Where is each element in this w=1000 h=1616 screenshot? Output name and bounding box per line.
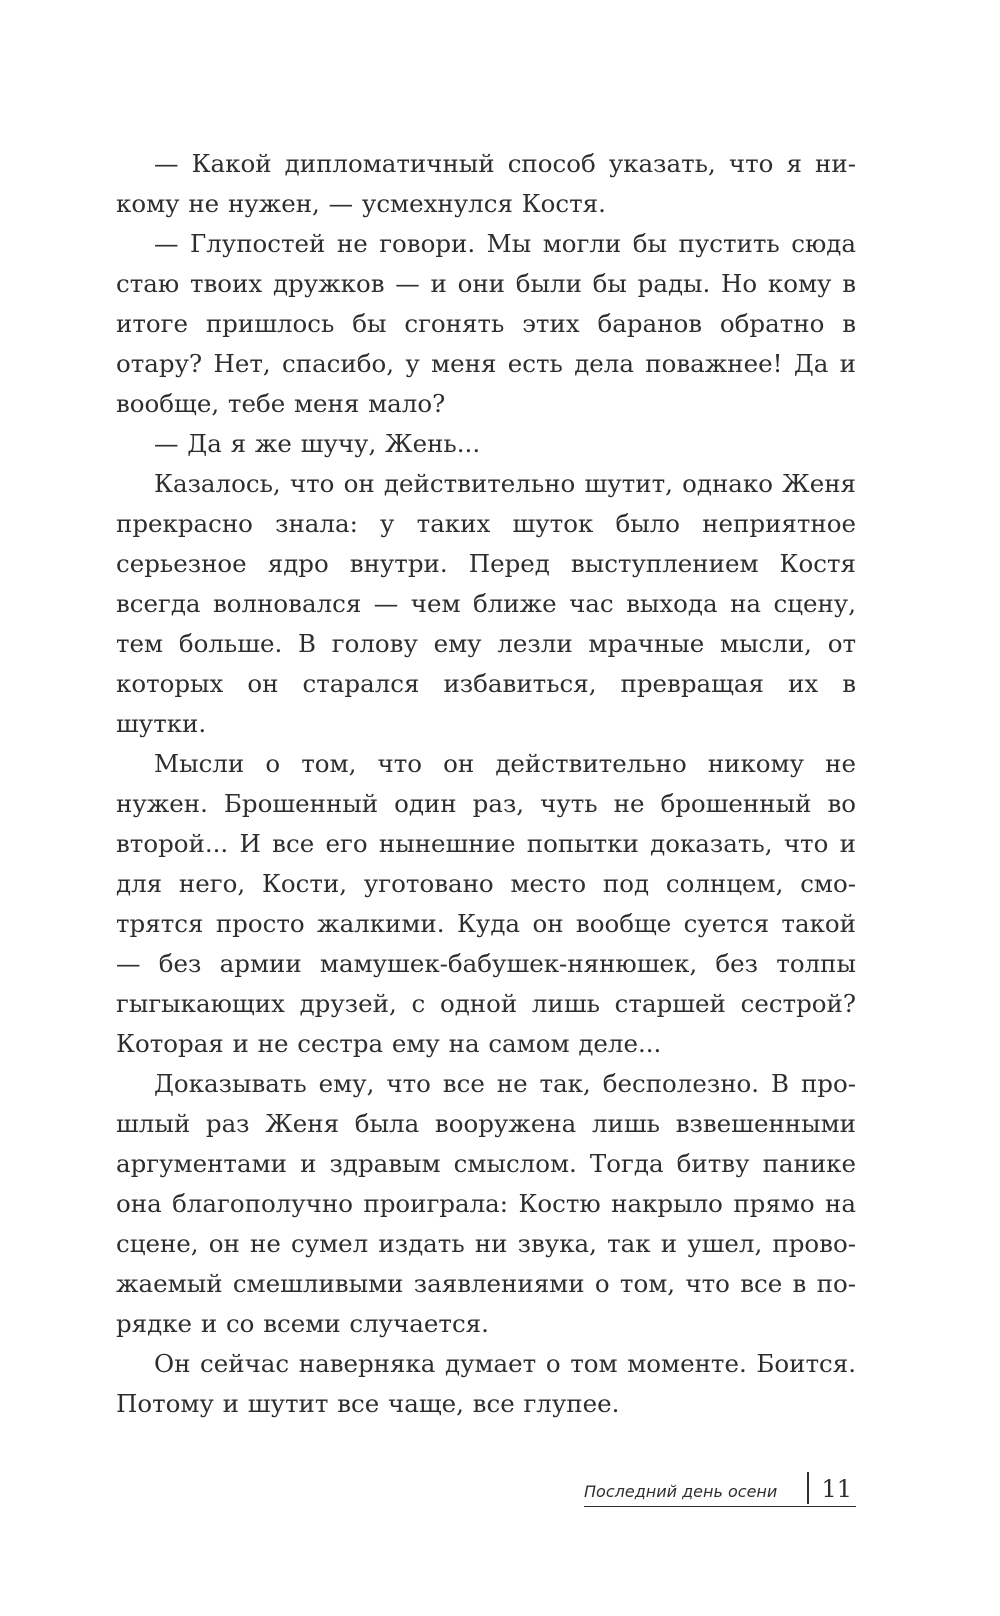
footer-divider: [807, 1472, 809, 1504]
running-title: Последний день осени: [584, 1481, 778, 1501]
paragraph-7: Он сейчас наверняка думает о том моменте. Боится. Потому и шутит все чаще, все глупее.: [116, 1349, 856, 1418]
paragraph-2: — Глупостей не говори. Мы могли бы пустить сюда стаю твоих дружков — и они были бы рады. Но кому в итоге пришлось бы сгонять этих баранов обратно в отару? Нет, спасибо, у меня есть дела поважнее! Да и вообще, тебе меня мало?: [116, 229, 856, 418]
paragraph-6: Доказывать ему, что все не так, бесполезно. В прошлый раз Женя была вооружена лишь взвешенными аргументами и здравым смыслом. Тогда битву панике она благополучно проиграла: Костю накрыло прямо на сцене, он не сумел издать ни звука, так и ушел, провожаемый смешливыми заявлениями о том, что все в порядке и со всеми случается.: [116, 1069, 856, 1338]
paragraph-5: Мысли о том, что он действительно никому не нужен. Брошенный один раз, чуть не брошенный во второй... И все его нынешние попытки доказать, что и для него, Кости, уготовано место под солнцем, смотрятся просто жалкими. Куда он вообще суется такой — без армии мамушек-бабушек-нянюшек, без толпы гыгыкающих друзей, с одной лишь старшей сестрой? Которая и не сестра ему на самом деле...: [116, 749, 856, 1058]
page-number: 11: [821, 1475, 852, 1503]
body-text: [116, 144, 856, 1424]
paragraph-3: — Да я же шучу, Жень...: [154, 429, 481, 458]
page-footer: [584, 1470, 856, 1507]
paragraph-1: — Какой дипломатичный способ указать, что я никому не нужен, — усмехнулся Костя.: [116, 149, 856, 218]
paragraph-4: Казалось, что он действительно шутит, однако Женя прекрасно знала: у таких шуток было неприятное серьезное ядро внутри. Перед выступлением Костя всегда волновался — чем ближе час выхода на сцену, тем больше. В голову ему лезли мрачные мысли, от которых он старался избавиться, превращая их в шутки.: [116, 469, 856, 738]
